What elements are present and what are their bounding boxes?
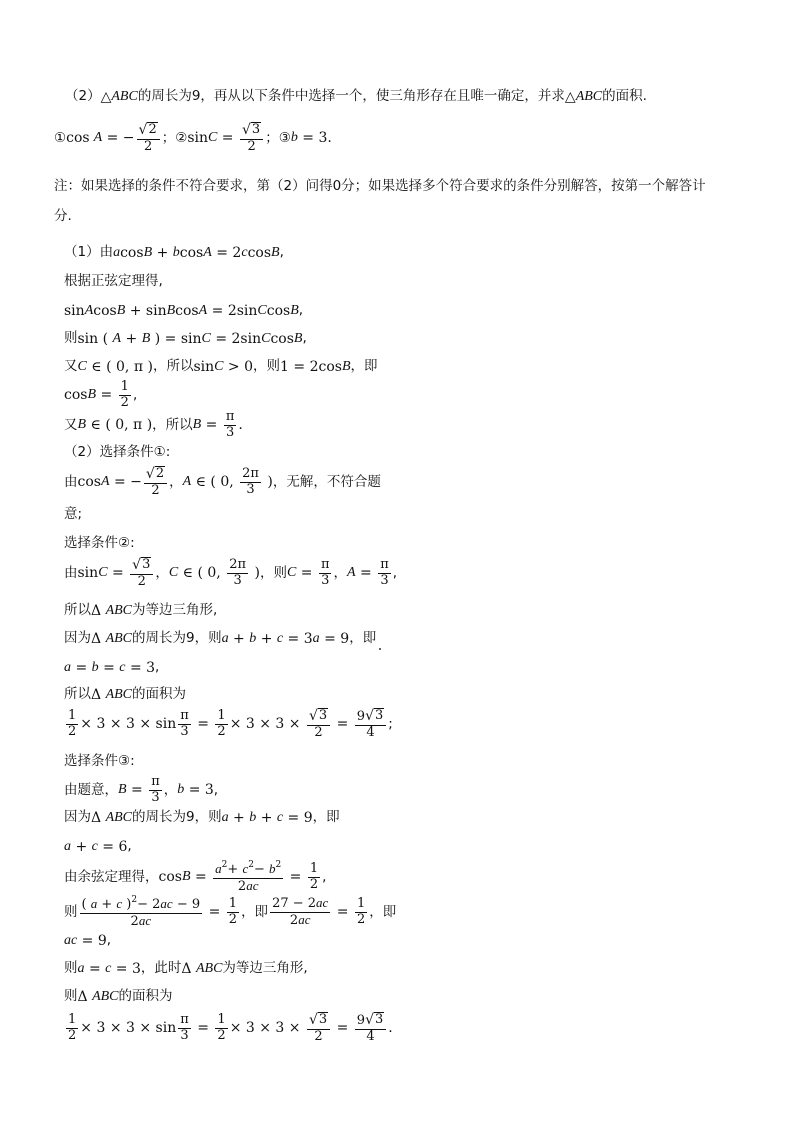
solution-line-20: 因为 Δ ABC 的周长为9，则 a + b + c = 9 ，即 [64,809,340,826]
solution-line-4: 则 sin ( A + B ) = sin C = 2sin C cos B , [64,330,307,347]
fraction: $\frac{a^2+ c^2- b^2}{2ac}$ [215,860,282,894]
fraction: √ 3 2 [130,557,153,590]
solution-line-16: 所以 Δ ABC 的面积为 [64,686,187,703]
fraction: $\frac{1}{2}$ [68,1012,77,1043]
solution-line-12: 由 sin C = √ 3 2 ， C ∈ ( 0, $\frac{2\pi}{3}$ ) ，则 C = $\frac{\pi}{3}$ ， A = $\frac{\pi}{3}$ , [64,557,398,589]
fraction: $\frac{2\pi}{3}$ [242,466,259,497]
stray-dot [379,648,381,650]
solution-line-9: 由 cos A = − √ 2 2 ， A ∈ ( 0, $\frac{2\pi}{3}$ ) ，无解，不符合题 [64,466,381,498]
solution-line-2: 根据正弦定理得, [64,273,163,289]
fraction: $\frac{27 - 2ac}{2ac}$ [272,895,329,928]
fraction: $\frac{\pi}{3}$ [180,1012,189,1043]
solution-line-26: 则 Δ ABC 的面积为 [64,988,173,1005]
fraction: √ 2 2 [137,122,160,155]
solution-line-1: （1）由 a cos B + b cos A = 2 c cos B , [64,244,284,261]
solution-line-6: cos B = $\frac{1}{2}$ , [64,379,138,410]
fraction: 9 √ 3 4 [355,708,386,741]
solution-line-7: 又 B ∈ ( 0, π ) ，所以 B = $\frac{\pi}{3}$ . [64,409,243,440]
fraction: $\frac{\pi}{3}$ [180,708,189,739]
fraction: $\frac{1}{2}$ [309,861,319,892]
solution-line-21: a + c = 6 , [64,838,132,855]
fraction: $\frac{1}{2}$ [217,708,226,739]
solution-line-10: 意; [64,506,83,522]
fraction: $\frac{1}{2}$ [228,896,238,927]
solution-line-18: 选择条件③: [64,753,135,769]
fraction: √ 2 2 [144,466,167,499]
fraction: $\frac{\pi}{3}$ [225,409,235,440]
solution-line-17: $\frac{1}{2}$ × 3 × 3 × sin $\frac{\pi}{3}$ = $\frac{1}{2}$ × 3 × 3 × √ 3 2 = 9 √ 3 4 ; [68,708,393,740]
fraction: $\frac{( a + c )^2- 2ac - 9}{2ac}$ [81,895,201,929]
fraction: $\frac{2\pi}{3}$ [229,557,247,588]
fraction: √ 3 2 [307,708,330,741]
fraction: $\frac{\pi}{3}$ [320,557,330,588]
solution-line-11: 选择条件②: [64,535,135,551]
solution-line-24: ac = 9 , [64,932,112,949]
solution-line-13: 所以 Δ ABC 为等边三角形, [64,602,218,619]
problem-note-line2: 分. [54,208,72,224]
problem-part2-line: （2） △ ABC 的周长为9，再从以下条件中选择一个，使三角形存在且唯一确定，并求 △ ABC 的面积. [65,88,647,105]
fraction: √ 3 2 [307,1012,330,1045]
fraction: 9 √ 3 4 [355,1012,386,1045]
solution-line-3: sin A cos B + sin B cos A = 2sin C cos B , [64,302,304,319]
solution-line-22: 由余弦定理得， cos B = $\frac{a^2+ c^2- b^2}{2ac}$ = $\frac{1}{2}$ , [64,860,327,894]
fraction: $\frac{\pi}{3}$ [151,774,160,805]
fraction: √ 3 2 [240,122,263,155]
problem-note-line1: 注：如果选择的条件不符合要求，第（2）问得0分；如果选择多个符合要求的条件分别解答，按第一个解答计 [54,178,706,194]
solution-line-14: 因为 Δ ABC 的周长为9，则 a + b + c = 3 a = 9 ，即 [64,630,377,647]
solution-line-5: 又 C ∈ ( 0, π ) ，所以 sin C > 0 ，则 1 = 2cos B ，即 [64,358,378,375]
fraction: $\frac{1}{2}$ [120,379,129,410]
problem-conditions-line: ① cos A = − √ 2 2 ；② sin C = √ 3 2 ；③ b = 3 . [54,122,332,154]
fraction: $\frac{\pi}{3}$ [380,557,389,588]
solution-line-23: 则 $\frac{( a + c )^2- 2ac - 9}{2ac}$ = $\frac{1}{2}$ ，即 $\frac{27 - 2ac}{2ac}$ = $\frac{1}{2}$ ，即 [64,895,397,929]
solution-line-27: $\frac{1}{2}$ × 3 × 3 × sin $\frac{\pi}{3}$ = $\frac{1}{2}$ × 3 × 3 × √ 3 2 = 9 √ 3 4 . [68,1012,393,1044]
solution-line-19: 由题意， B = $\frac{\pi}{3}$ ， b = 3 , [64,774,219,805]
fraction: $\frac{1}{2}$ [356,896,366,927]
solution-line-25: 则 a = c = 3 ，此时 Δ ABC 为等边三角形, [64,960,308,977]
solution-line-15: a = b = c = 3 , [64,659,160,676]
fraction: $\frac{1}{2}$ [217,1012,226,1043]
solution-line-8: （2）选择条件①: [64,444,171,460]
fraction: $\frac{1}{2}$ [68,708,77,739]
